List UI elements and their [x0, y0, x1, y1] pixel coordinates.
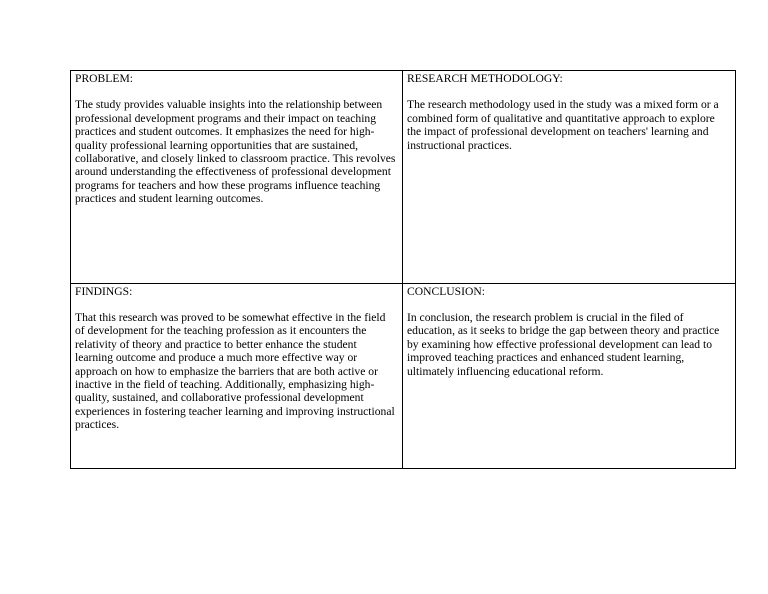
conclusion-body: In conclusion, the research problem is crucial in the filed of education, as it seeks to bridge the gap between theory and practice by examining how effective professional development can lead to improved teaching practices and enhanced student learning, ultimately influencing educational reform.	[407, 310, 720, 378]
methodology-cell	[403, 71, 736, 284]
methodology-heading: RESEARCH METHODOLOGY:	[407, 72, 563, 85]
conclusion-cell	[403, 283, 736, 468]
conclusion-heading: CONCLUSION:	[407, 284, 485, 298]
findings-heading: FINDINGS:	[75, 284, 133, 298]
problem-cell	[71, 71, 403, 284]
problem-body: The study provides valuable insights into the relationship between professional development programs and their impact on teaching practices and student outcomes. It emphasizes the need for high-quality professional learning opportunities that are sustained, collaborative, and closely linked to classroom practice. This revolves around understanding the effectiveness of professional development programs for teachers and how these programs influence teaching practices and student learning outcomes.	[75, 98, 396, 206]
problem-heading: PROBLEM:	[75, 72, 133, 85]
summary-table	[70, 70, 736, 469]
findings-body: That this research was proved to be somewhat effective in the field of development for the teaching profession as it encounters the relativity of theory and practice to better enhance the student learning outcome and produce a much more effective way or approach on how to emphasize the barriers that are both active or inactive in the field of teaching. Additionally, emphasizing high-quality, sustained, and collaborative professional development experiences in fostering teacher learning and improving instructional practices.	[75, 310, 395, 432]
findings-cell	[71, 283, 403, 468]
table-row	[71, 283, 736, 468]
table-row	[71, 71, 736, 284]
methodology-body: The research methodology used in the study was a mixed form or a combined form of qualitative and quantitative approach to explore the impact of professional development on teachers' learning and instructional practices.	[407, 98, 719, 152]
